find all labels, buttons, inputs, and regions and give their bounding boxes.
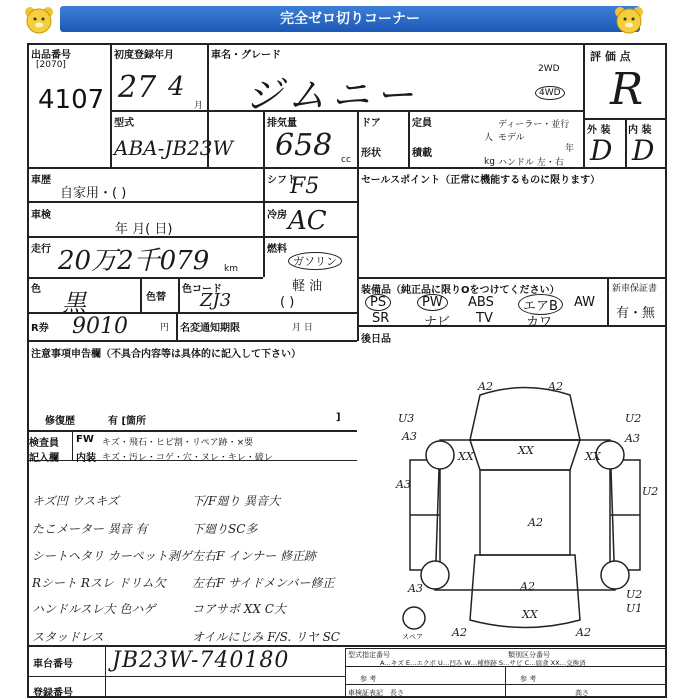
note-line: オイルにじみ F/S. リヤ SC [192, 630, 340, 644]
new-warranty-label: 新車保証書 [612, 284, 658, 294]
damage-mark: U2 [642, 485, 659, 498]
note-line: Rシート Rスレ ドリム欠 [32, 576, 166, 590]
warranty-value: 有・無 [616, 306, 656, 321]
repair-history-close: ] [336, 412, 341, 423]
lot-label: 出品番号 [31, 50, 71, 61]
score: R [610, 64, 644, 115]
score-label: 評 価 点 [590, 50, 631, 63]
type-designation-label: 型式指定番号 [348, 651, 390, 659]
usage-label: 車歴 [31, 175, 51, 186]
damage-mark: A2 [452, 626, 467, 639]
interior-check-items: キズ・汚レ・コゲ・穴・ヌレ・キレ・破レ [102, 453, 273, 463]
inspection-date: 年 月( 日) [115, 222, 173, 237]
note-line: 下/F廻り 異音大 [192, 494, 281, 508]
equipment-sr: SR [372, 311, 390, 326]
seller-type: ディーラー・並行 [498, 120, 570, 130]
damage-mark: A2 [520, 580, 535, 593]
notice-label: 注意事項申告欄（不具合内容等は具体的に記入して下さい） [31, 349, 301, 360]
aircon-label: 冷房 [267, 210, 287, 221]
doors-label: ドア [361, 118, 381, 129]
equipment-abs: ABS [468, 295, 494, 310]
damage-mark: XX [585, 450, 601, 463]
equipment-navi: ナビ [424, 315, 451, 330]
fuel-label: 燃料 [267, 244, 287, 255]
damage-mark: A2 [548, 380, 563, 393]
note-line: たこメーター 異音 有 [32, 522, 148, 536]
equipment-tv: TV [476, 311, 493, 326]
note-line: 下廻りSC多 [192, 522, 258, 536]
equipment-aw: AW [574, 295, 596, 310]
fw-items: キズ・飛石・ヒビ割・リペア跡・×要 [102, 438, 254, 448]
equipment-leather: カワ [526, 315, 553, 330]
after-items-label: 後日品 [361, 334, 391, 345]
repair-history-value: 有 [箇所 [108, 416, 147, 427]
vin: JB23W-740180 [112, 648, 290, 673]
sales-point-label: セールスポイント（正常に機能するものに限ります） [361, 175, 601, 186]
category-label: 類別区分番号 [508, 651, 550, 659]
equipment-ps: PS [365, 294, 391, 311]
spare-tire-label: スペア [402, 633, 423, 641]
capacity-label: 定員 [412, 118, 432, 129]
color-code: ZJ3 [200, 290, 232, 311]
damage-mark: U3 [398, 412, 415, 425]
damage-mark: A2 [576, 626, 591, 639]
km-unit: km [224, 264, 238, 274]
equipment-airbag: エアB [518, 294, 563, 315]
yen-unit: 円 [160, 323, 170, 333]
displacement: 658 [275, 128, 333, 163]
drive-4wd: 4WD [535, 86, 565, 100]
car-name: ジムニー [245, 73, 420, 117]
person-unit: 人 [484, 133, 494, 143]
note-line: 左右F サイドメンバー修正 [192, 576, 335, 590]
note-line: シートヘタリ カーペット剥ゲ [32, 549, 192, 563]
mileage: 20万2千079 [58, 246, 210, 276]
shift: F5 [290, 174, 320, 199]
inspection-label: 車検 [31, 210, 51, 221]
model-label: 型式 [114, 118, 134, 129]
damage-mark: U2 [626, 588, 643, 601]
name-change-label: 名変通知期限 [180, 323, 240, 334]
handle-label: ハンドル 左・右 [498, 158, 564, 168]
car-name-label: 車名・グレード [211, 50, 281, 61]
damage-mark: U1 [626, 602, 643, 615]
interior-check-label: 内装 [76, 453, 96, 464]
interior-grade: D [632, 134, 655, 167]
banner-title: 完全ゼロ切りコーナー [60, 6, 640, 32]
cc-unit: cc [341, 155, 351, 165]
aircon: AC [288, 206, 327, 236]
damage-mark: U2 [625, 412, 642, 425]
mileage-label: 走行 [31, 244, 51, 255]
damage-mark: A3 [396, 478, 411, 491]
color-change-label: 色替 [146, 292, 166, 303]
note-line: スタッドレス [32, 630, 104, 644]
damage-mark: A3 [625, 432, 640, 445]
bear-mascot-icon [22, 5, 56, 35]
fw-label: FW [76, 434, 94, 445]
shift-label: シフト [267, 175, 297, 186]
model-year-label: モデル [498, 133, 525, 143]
fuel-other: 軽 油 [292, 279, 323, 294]
recycle-label: R券 [31, 323, 49, 334]
length-label: 長さ [390, 689, 404, 697]
fuel-selected: ガソリン [288, 252, 342, 270]
entry-label: 記入欄 [29, 453, 59, 464]
banner [0, 0, 700, 40]
note-line: 左右F インナー 修正跡 [192, 549, 316, 563]
drive-2wd: 2WD [538, 64, 560, 74]
shape-label: 形状 [361, 148, 381, 159]
lot-sub: [2070] [36, 60, 66, 70]
load-label: 積載 [412, 148, 432, 159]
first-reg-label: 初度登録年月 [114, 50, 174, 61]
usage: 自家用・( ) [60, 186, 127, 201]
equipment-label: 装備品（純正品に限りOをつけてください） [361, 285, 560, 296]
damage-mark: A2 [528, 516, 543, 529]
exterior-grade: D [590, 134, 613, 167]
color: 黒 [62, 289, 86, 317]
fuel-paren: ( ) [280, 295, 295, 310]
damage-legend: A…キズ E…エクボ U…凹み W…補修跡 S…サビ C…腐食 XX…交換済 [380, 659, 586, 667]
interior-label: 内 装 [628, 125, 652, 136]
exterior-label: 外 装 [587, 125, 611, 136]
height-label: 高さ [575, 689, 589, 697]
repair-history-label: 修復歴 [45, 416, 75, 427]
inspector-label: 検査員 [29, 438, 59, 449]
sheet-date-label: 車検証表記 [348, 689, 383, 697]
name-change-date: 月 日 [292, 323, 313, 333]
month-suffix: 月 [194, 101, 204, 111]
registration-label: 登録番号 [33, 688, 73, 699]
kg-unit: kg [484, 157, 495, 167]
model: ABA-JB23W [114, 136, 234, 160]
bear-mascot-icon [612, 5, 646, 35]
year-unit: 年 [565, 144, 575, 154]
color-code-label: 色コード [182, 284, 222, 295]
vin-label: 車台番号 [33, 659, 73, 670]
note-line: ハンドルスレ大 色ハゲ [32, 602, 156, 616]
note-line: コアサポ XX C大 [192, 602, 286, 616]
lot-number: 4107 [38, 85, 105, 115]
recycle-fee: 9010 [72, 314, 128, 339]
color-label: 色 [31, 284, 41, 295]
note-line: キズ凹 ウスキズ [32, 494, 119, 508]
damage-mark: A2 [478, 380, 493, 393]
damage-mark: XX [522, 608, 538, 621]
first-reg-month: 4 [168, 72, 185, 102]
reference-label: 参 考 [360, 675, 377, 683]
damage-mark: A3 [408, 582, 423, 595]
displacement-label: 排気量 [267, 118, 297, 129]
damage-mark: XX [518, 444, 534, 457]
first-reg-year: 27 [118, 70, 157, 105]
equipment-pw: PW [417, 294, 448, 311]
damage-mark: XX [458, 450, 474, 463]
reference-label-2: 参 考 [520, 675, 537, 683]
damage-mark: A3 [402, 430, 417, 443]
